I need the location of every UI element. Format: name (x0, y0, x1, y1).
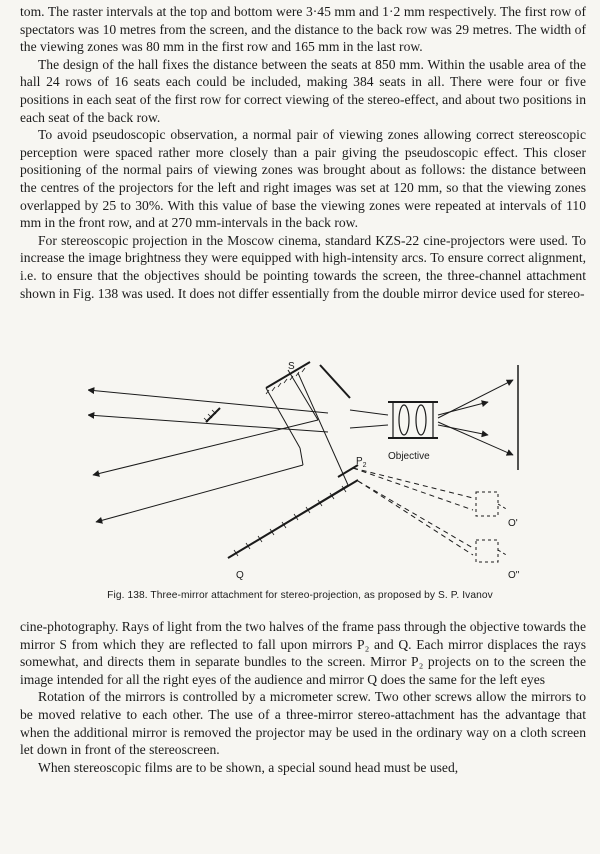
objective-lens (350, 402, 438, 438)
label-objective: Objective (388, 451, 430, 462)
right-rays (438, 365, 518, 470)
label-p2: $P_2$ (356, 456, 367, 469)
figure-caption: Fig. 138. Three-mirror attachment for stereo-projection, as proposed by S. P. Ivanov (107, 590, 493, 601)
mirror-left (204, 408, 220, 422)
label-q: Q (236, 570, 244, 581)
ray (298, 373, 348, 485)
ray (88, 390, 328, 413)
paragraph: cine-photography. Rays of light from the two halves of the frame pass through the objective towards the mirror S from which they are reflected to fall upon mirrors P₂ and Q. Each mirror displaces the rays somewhat, and directs them in separate bundles to the screen. Mirror P₂ projects on to the screen the image intended for all the right eyes of the audience and mirror Q does the same for the left eyes (20, 619, 586, 687)
label-o-double-prime: O" (508, 570, 520, 581)
mirror-q (228, 480, 358, 558)
ray (93, 420, 318, 475)
paragraph: For stereoscopic projection in the Moscow cinema, standard KZS-22 cine-projectors were used. To increase the image brightness they were equipped with high-intensity arcs. To ensure correct alignment, i.e. to ensure that the objectives should be pointing towards the screen, the three-channel attachment shown in Fig. 138 was used. It does not differ essentially from the double mirror device used for stereo- (20, 232, 586, 301)
left-rays (88, 370, 348, 558)
label-o-prime: O' (508, 518, 518, 529)
paragraph: tom. The raster intervals at the top and bottom were 3·45 mm and 1·2 mm respectively. The first row of spectators was 10 metres from the screen, and the distance to the back row was 29 metres. The width of the viewing zones was 80 mm in the first row and 165 mm in the last row. (20, 4, 586, 55)
ray (96, 465, 303, 522)
ray (88, 415, 328, 432)
mirror-s-front (320, 365, 350, 398)
body-text-bottom (20, 618, 586, 776)
ray (288, 370, 318, 420)
ray (300, 448, 303, 465)
virtual-projectors (476, 492, 508, 562)
paragraph: To avoid pseudoscopic observation, a normal pair of viewing zones allowing correct stereoscopic perception were spaced rather more closely than a pair giving the pseudoscopic effect. This closer positioning of the normal pairs of viewing zones was brought about as follows: the distance between the centres of the projectors for the left and right images was set at 120 mm, so that the viewing zones overlapped by 25 to 30%. With this value of base the viewing zones were repeated at intervals of 110 mm in the front row, and at 270 mm-intervals in the back row. (20, 127, 586, 231)
paragraph: When stereoscopic films are to be shown, a special sound head must be used, (38, 759, 459, 775)
paragraph: Rotation of the mirrors is controlled by a micrometer screw. Two other screws allow the mirrors to be moved relative to each other. The use of a three-mirror stereo-attachment has the advantage that when the additional mirror is removed the projector may be used in the ordinary way on a cloth screen let down in front of the stereoscreen. (20, 689, 586, 758)
ray (266, 388, 300, 448)
paragraph: The design of the hall fixes the distance between the seats at 850 mm. Within the usable area of the hall 24 rows of 16 seats each could be included, making 384 seats in all. There were four or five positions in each seat of the first row for correct viewing of the stereo-effect, and about two positions in each seat of the back row. (20, 56, 586, 125)
three-mirror-attachment-diagram (88, 360, 548, 590)
mirror-p2 (338, 465, 358, 477)
body-text-top (20, 3, 586, 302)
label-s: S (288, 361, 295, 372)
dashed-paths (353, 468, 473, 555)
